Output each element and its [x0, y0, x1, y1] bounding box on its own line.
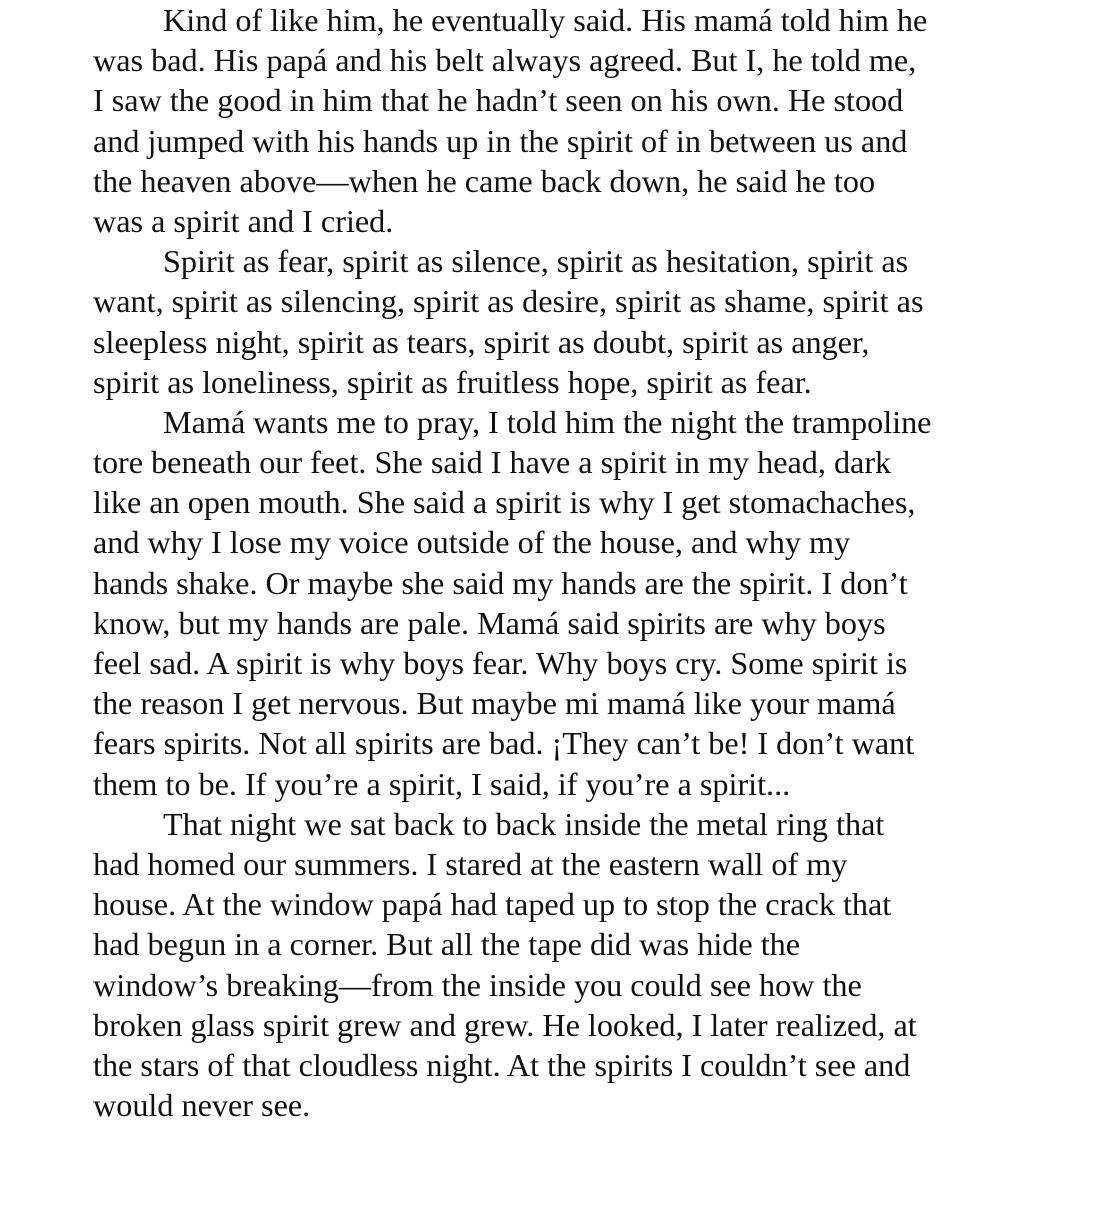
text-line: was a spirit and I cried. [93, 202, 394, 239]
text-line: I saw the good in him that he hadn’t seen on his own. He stood [93, 82, 904, 119]
text-line: had begun in a corner. But all the tape did was hide the [93, 926, 801, 963]
text-line: was bad. His papá and his belt always agreed. But I, he told me, [93, 42, 917, 79]
text-line: like an open mouth. She said a spirit is why I get stomachaches, [93, 484, 916, 521]
text-line: would never see. [93, 1087, 311, 1124]
text-line: house. At the window papá had taped up to stop the crack that [93, 886, 892, 923]
text-line: Kind of like him, he eventually said. His mamá told him he [163, 2, 928, 38]
document-page [93, 0, 993, 1125]
text-line: Spirit as fear, spirit as silence, spirit as hesitation, spirit as [163, 243, 909, 280]
text-line: feel sad. A spirit is why boys fear. Why boys cry. Some spirit is [93, 645, 908, 681]
text-line: hands shake. Or maybe she said my hands are the spirit. I don’t [93, 564, 908, 601]
text-line: had homed our summers. I stared at the eastern wall of my [93, 845, 848, 882]
text-line: spirit as loneliness, spirit as fruitless hope, spirit as fear. [93, 363, 812, 400]
text-line: know, but my hands are pale. Mamá said spirits are why boys [93, 604, 886, 641]
paragraph-3 [93, 402, 993, 804]
text-line: want, spirit as silencing, spirit as desire, spirit as shame, spirit as [93, 283, 924, 320]
text-line: tore beneath our feet. She said I have a spirit in my head, dark [93, 444, 892, 481]
text-line: sleepless night, spirit as tears, spirit as doubt, spirit as anger, [93, 323, 870, 360]
text-line: That night we sat back to back inside the metal ring that [163, 805, 885, 842]
text-line: window’s breaking—from the inside you could see how the [93, 966, 862, 1003]
text-line: fears spirits. Not all spirits are bad. ¡They can’t be! I don’t want [93, 725, 915, 762]
text-line: them to be. If you’re a spirit, I said, if you’re a spirit... [93, 765, 791, 802]
text-line: the stars of that cloudless night. At the spirits I couldn’t see and [93, 1046, 911, 1083]
text-line: Mamá wants me to pray, I told him the night the trampoline [163, 403, 932, 440]
text-line: the reason I get nervous. But maybe mi mamá like your mamá [93, 685, 896, 722]
text-line: the heaven above—when he came back down, he said he too [93, 162, 876, 199]
text-line: and jumped with his hands up in the spirit of in between us and [93, 122, 908, 159]
text-line: broken glass spirit grew and grew. He looked, I later realized, at [93, 1006, 917, 1043]
text-line: and why I lose my voice outside of the house, and why my [93, 524, 851, 561]
paragraph-1 [93, 0, 993, 241]
paragraph-2 [93, 241, 993, 402]
paragraph-4 [93, 804, 993, 1126]
